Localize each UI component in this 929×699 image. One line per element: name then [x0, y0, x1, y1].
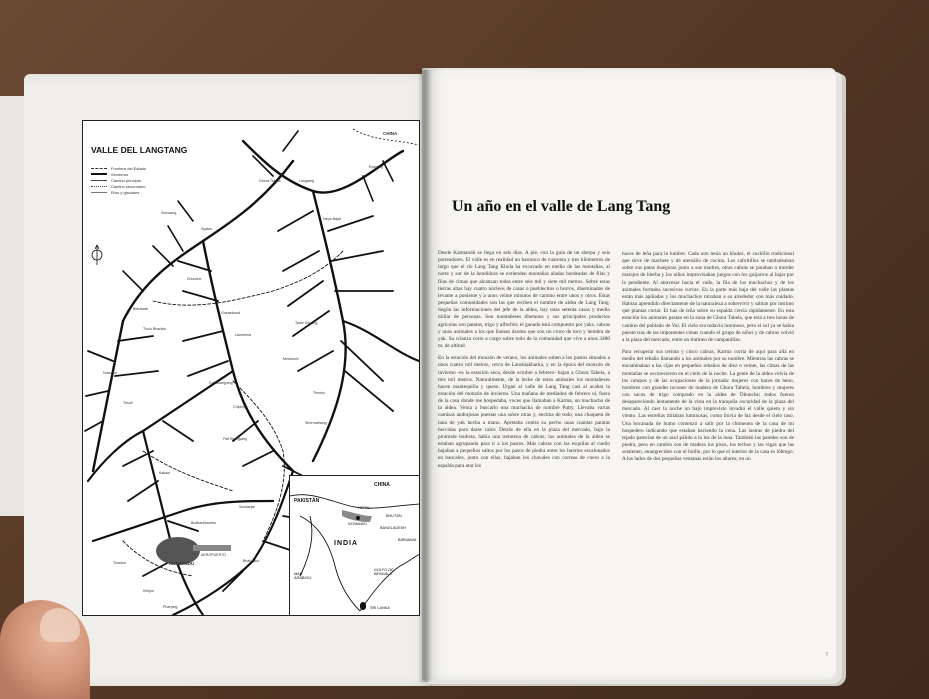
place-label: Sundarijal — [239, 505, 255, 509]
inset-label-india: INDIA — [334, 540, 359, 547]
langtang-map — [82, 120, 420, 616]
legend-item-main-road: Camino principal — [91, 177, 146, 183]
legend-item-secondary-road: Camino secundario — [91, 183, 146, 189]
place-label: Langtang — [299, 179, 314, 183]
place-label: Nuwakot — [103, 371, 117, 375]
place-label: Trisuli — [123, 401, 133, 405]
place-label: Kakani — [159, 471, 170, 475]
article-column-2 — [622, 251, 794, 671]
place-label: KATMANDÚ — [169, 561, 195, 566]
place-label: Thimbu — [313, 391, 325, 395]
inset-label-nepal: NEPAL — [358, 506, 371, 510]
place-label: Gul Bhanjyang — [209, 381, 233, 385]
left-page — [24, 74, 436, 686]
legend-item-trails: Senderos — [91, 171, 146, 177]
place-label: Bhaktapur — [243, 559, 260, 563]
map-legend — [91, 165, 146, 195]
place-label: Syabru — [201, 227, 213, 231]
inset-label-birmania: BIRMANIA — [398, 538, 417, 542]
paragraph: Para recuperar sus treinta y cinco cabras, Karma corría de aquí para allá en medio del rebaño llamando a los animales por su nombre. Mientras las cabras se encaminaban a las cijas en pequeños rebaños de diez o veinte, las cimas de las montañas se oscurecieron en el cielo de la noche. La gente de la aldea volvía de los campos y de las ocupaciones de la jornada: mujeres con haces de heno, hombres con grandes tocones de madera de Ghora Tabela, hombres y mujeres con sacos de trigo comprado en la aldea de Dhunche; todos fueron desapareciendo lentamente de la vista en la tranquila oscuridad de la plaza del mercado. Al caer la noche un bajo imprevisto invadió el valle quieto y sin viento. Las estrellas titilaban luminosas, como lluvia de luz desde el cielo raso. Una bocanada de humo comenzó a salir por la chimenea de la casa de mi hospedero indicando que estaban haciendo la cena. Las lastras de piedra del tejado parecían de un azul pálido a la luz de la luna. También las paredes son de piedra, pero en cambio son de madera los pisos, los techos y las vigas que las sostienen, ennegrecidos con el hollín, por lo que el interior de la casa es lóbrego. A los lados de dos pequeñas ventanas están los altares; en un — [622, 349, 794, 463]
inset-label-katmandu: KATMANDÚ — [348, 522, 367, 526]
paragraph: Desde Katmandú se llega en seis días. A pie, con la guía de un sherpa y seis porteadores. El valle es en realidad un barranco de cuarenta y tres kilómetros de largo que el río Lang Tang Khola ha excavado en medio de las montañas, al norte y sur de la hendidura se extienden montañas aladas bordeadas de filas y filas de cimas que alcanzan todas entre seis mil y siete mil metros. Sobre estas tierras altas hay cuatro núcleos de casas o pueblecitos o burros, diseminados de levante a poniente y a unos veinte minutos de camino entre unos y otros. Estas pequeñas comunidades son las que reciben el nombre de aldea de Lang Tang. Según las informaciones del jefe de la aldea, hay unas setenta casas y medio millar de personas. Son montañeses tibetanos y sus principales productos agrícolas son patatas, trigo y alforfón; el ganado está compuesto por yaks, cabras y unos animales a los que llaman dzomo que son un cruce de toro y hembra de yak. Su crianza corre a cargo sobre todo de la comunidad que vive a unos 3480 m. de altitud. — [438, 250, 610, 350]
place-label: Ghora Tabela — [259, 179, 281, 183]
place-label: Kirtipur — [143, 589, 155, 593]
article-column-1 — [438, 250, 610, 670]
place-label: Shermathang — [305, 421, 327, 425]
region-inset-map — [289, 475, 420, 616]
place-label: Somdang — [161, 211, 177, 215]
place-label: CHINA — [383, 131, 398, 136]
inset-label-bhutan: BHUTÁN — [386, 514, 402, 518]
article-title: Un año en el valle de Lang Tang — [452, 198, 671, 215]
place-label: Betrawati — [133, 307, 148, 311]
inset-label-srilanka: SRI LANKA — [370, 606, 390, 610]
place-label: Chipling — [233, 405, 246, 409]
place-label: Gosainkund — [221, 311, 241, 315]
place-label: Thankot — [113, 561, 126, 565]
place-label: Laurebina — [235, 333, 251, 337]
legend-item-rivers: Ríos y glaciares — [91, 189, 146, 195]
inset-label-sea: MAR ARÁBIGO — [294, 572, 312, 580]
page-number: 7 — [825, 653, 828, 658]
right-page — [422, 68, 836, 680]
place-label: Nepa Bajar — [323, 217, 341, 221]
legend-item-border: Frontera del Estado — [91, 165, 146, 171]
paragraph: haces de leña para la lumbre. Cada uno tenía un khukri, el cuchillo tradicional que sirve de machete y de utensilio de cocina. Los cabritillos se tambaleaban sobre sus patas inseguras junto a sus madres, otras cabras se paraban a morder matojos de hierba y los niños improvisaban juegos con los guijarros al bajar por la pendiente. Al atravesar hacia el valle, la fila de los muchachos y de los animales formaba sucesivas curvas. En la parte más baja del valle las plantas están más apiñadas y los muchachos miraban a su alrededor con más cuidado. Habían aprendido directamente de la naturaleza a sobrevivir y sabían por instinto qué plantas cortar. El haz de leña sobre su espalda crecía rápidamente. En esta estación los animales pastan en la zona de Ghora Tabela, que está a tres horas de camino del poblado de Yul. El cielo era todavía luminoso, pero el sol ya se había puesto tras de las imponentes cimas cuando el grupo de niños y de cabras volvió a la plaza del mercado, entre un tintineo de campanillas. — [622, 251, 794, 343]
map-title: VALLE DEL LANGTANG — [91, 145, 188, 155]
inset-label-gulf: GOLFO DE BENGALA — [374, 568, 394, 576]
inset-label-china: CHINA — [374, 482, 390, 488]
place-label: Dhunche — [187, 277, 202, 281]
place-label: Pharping — [163, 605, 178, 609]
place-label: Pati Bhanjyang — [223, 437, 248, 441]
open-book — [14, 56, 874, 686]
book-spine-shadow — [418, 70, 432, 682]
place-label: Kyanjing — [369, 165, 383, 169]
paragraph: En la estación del monzón de verano, los animales suben a los pastos situados a unos cuatro mil metros, cerca de Lanshiakharka, y en la época del monzón de invierno -es la estación seca, desde octubre a febrero- bajan a Ghora Tabela, a tres mil metros. Naturalmente, de la leche de estos animales los montañeses hacen mantequilla y queso. Urgué al valle de Lang Tang casi al acabar la estación del monzón de invierno. Una mañana de mediados de febrero oí, fuera de la casa donde me hospedaba, voces que llamaban a Karma, un muchacho de la aldea. Venía a buscarlo una muchacha de nombre Putty. Llevaba varias camisas andrajosas puestas una sobre otras y, encima de todo, una chaqueta de lana de yak hecha a mano. Apretaba contra su pecho unas cuantas patatas hervidas para darse calor. Detrás de ella en la plaza del mercado, bajo la pirámide budista, había una treintena de cabras; los animales de la aldea se estaban agrupando para ir a los pastos. Más cabras con las esquilas al cuello bajaban a pequeños saltos por los pasos de piedra entre los huertos escalonados en bancales, junto con ellas, bajaban los chavales con correas de cuero a la espalda para atar los — [438, 355, 610, 469]
place-label: AEROPUERTO — [201, 553, 227, 557]
place-label: Melamchi — [283, 357, 299, 361]
place-label: Thulo Bharkhu — [143, 327, 167, 331]
place-label: Budhanilkantha — [191, 521, 216, 525]
inset-label-bangladesh: BANGLADESH — [380, 526, 406, 530]
place-label: Tarke Ghyang — [295, 321, 318, 325]
inset-label-pakistan: PAKISTÁN — [294, 498, 320, 504]
